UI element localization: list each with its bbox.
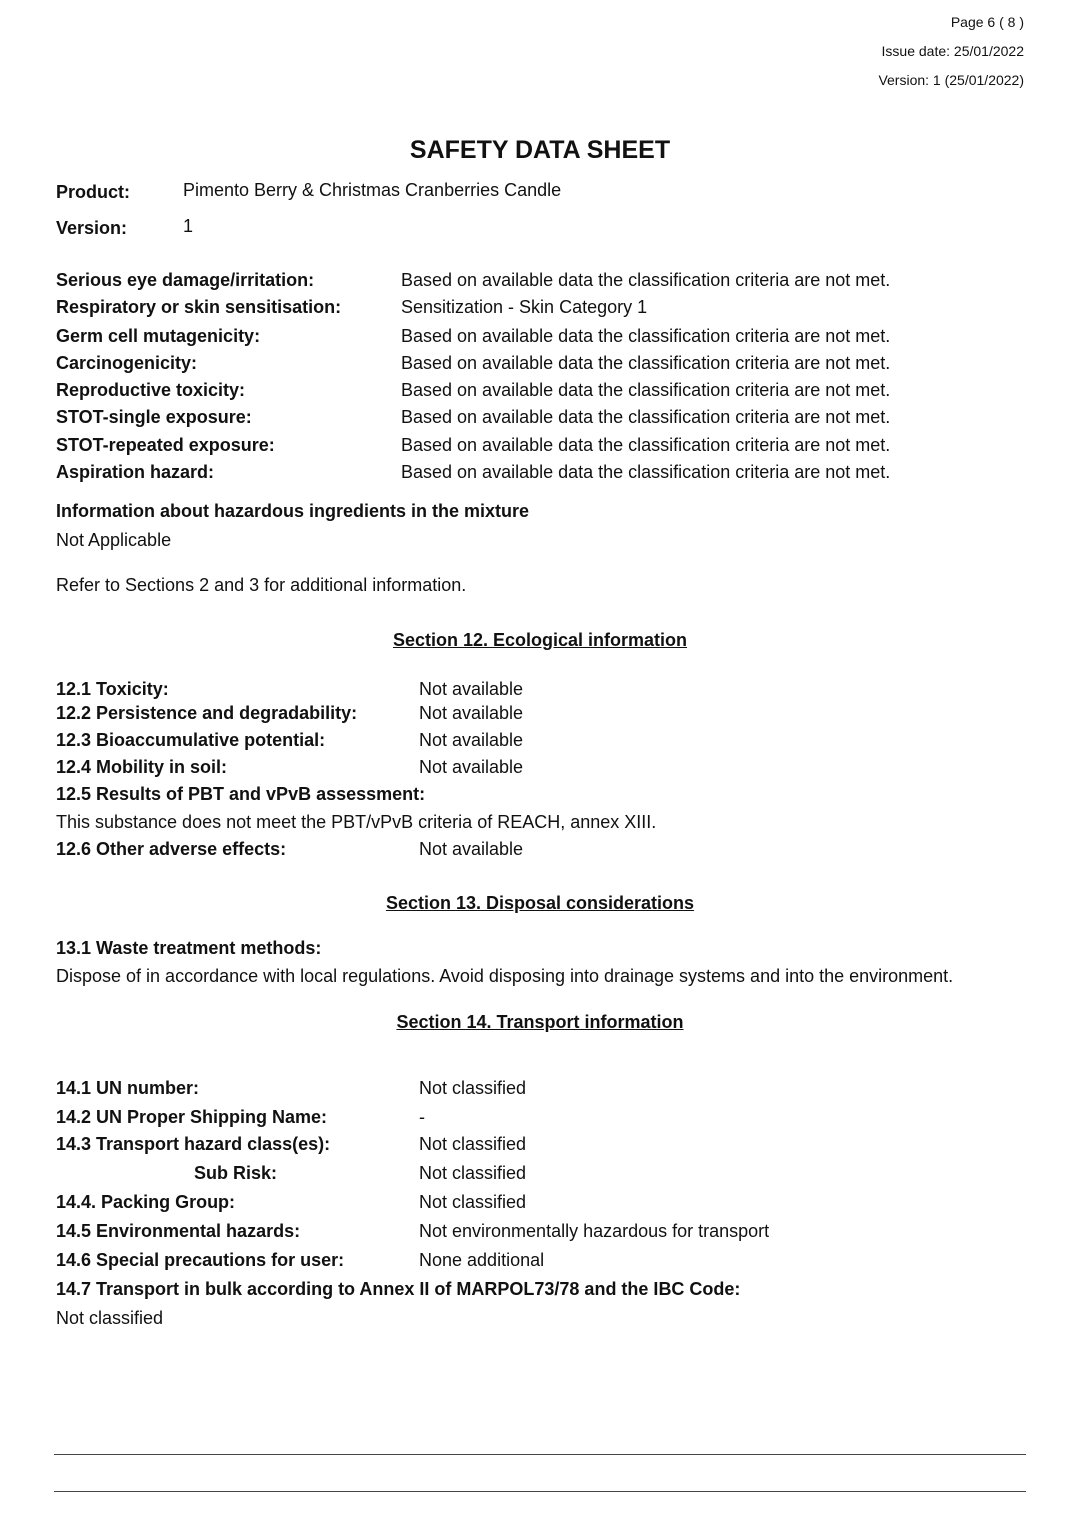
tox-value: Based on available data the classification criteria are not met. bbox=[401, 435, 891, 455]
transport-label: 14.4. Packing Group: bbox=[56, 1192, 236, 1212]
hazardous-info-value: Not Applicable bbox=[56, 530, 172, 550]
eco-label: 12.4 Mobility in soil: bbox=[56, 757, 228, 777]
section-12-title: Section 12. Ecological information bbox=[392, 630, 688, 650]
section-14-title: Section 14. Transport information bbox=[396, 1012, 684, 1032]
eco-label: 12.2 Persistence and degradability: bbox=[56, 703, 358, 723]
tox-value: Sensitization - Skin Category 1 bbox=[401, 297, 648, 317]
transport-label: 14.1 UN number: bbox=[56, 1078, 200, 1098]
section-13-title: Section 13. Disposal considerations bbox=[385, 893, 695, 913]
eco-value: Not available bbox=[419, 757, 524, 777]
tox-label: STOT-single exposure: bbox=[56, 407, 252, 427]
version-value: 1 bbox=[183, 216, 194, 236]
transport-value: Not classified bbox=[419, 1134, 527, 1154]
transport-value: Not classified bbox=[419, 1163, 527, 1183]
footer-rule-bottom bbox=[54, 1491, 1026, 1492]
waste-text: Dispose of in accordance with local regulations. Avoid disposing into drainage systems and into the environment. bbox=[56, 966, 954, 986]
eco-value: Not available bbox=[419, 730, 524, 750]
tox-label: STOT-repeated exposure: bbox=[56, 435, 275, 455]
tox-label: Respiratory or skin sensitisation: bbox=[56, 297, 342, 317]
other-effects-label: 12.6 Other adverse effects: bbox=[56, 839, 287, 859]
transport-value: None additional bbox=[419, 1250, 545, 1270]
eco-value: Not available bbox=[419, 679, 524, 699]
issue-date: Issue date: 25/01/2022 bbox=[881, 43, 1024, 59]
bulk-value: Not classified bbox=[56, 1308, 164, 1328]
tox-label: Germ cell mutagenicity: bbox=[56, 326, 261, 346]
transport-label: 14.5 Environmental hazards: bbox=[56, 1221, 301, 1241]
transport-value: Not classified bbox=[419, 1192, 527, 1212]
pbt-text: This substance does not meet the PBT/vPvB criteria of REACH, annex XIII. bbox=[56, 812, 657, 832]
page-number: Page 6 ( 8 ) bbox=[950, 14, 1024, 30]
tox-label: Serious eye damage/irritation: bbox=[56, 270, 315, 290]
product-value: Pimento Berry & Christmas Cranberries Candle bbox=[183, 180, 562, 200]
bulk-label: 14.7 Transport in bulk according to Annex II of MARPOL73/78 and the IBC Code: bbox=[56, 1279, 741, 1299]
transport-label: 14.6 Special precautions for user: bbox=[56, 1250, 345, 1270]
transport-value: Not environmentally hazardous for transport bbox=[419, 1221, 770, 1241]
waste-label: 13.1 Waste treatment methods: bbox=[56, 938, 322, 958]
eco-value: Not available bbox=[419, 703, 524, 723]
tox-value: Based on available data the classification criteria are not met. bbox=[401, 270, 891, 290]
tox-label: Carcinogenicity: bbox=[56, 353, 198, 373]
version-label: Version: bbox=[56, 218, 128, 238]
transport-label: 14.2 UN Proper Shipping Name: bbox=[56, 1107, 328, 1127]
transport-value: - bbox=[419, 1107, 425, 1127]
pbt-label: 12.5 Results of PBT and vPvB assessment: bbox=[56, 784, 426, 804]
eco-label: 12.3 Bioaccumulative potential: bbox=[56, 730, 326, 750]
eco-label: 12.1 Toxicity: bbox=[56, 679, 169, 699]
refer-text: Refer to Sections 2 and 3 for additional information. bbox=[56, 575, 467, 595]
tox-label: Reproductive toxicity: bbox=[56, 380, 246, 400]
transport-value: Not classified bbox=[419, 1078, 527, 1098]
footer-rule-top bbox=[54, 1454, 1026, 1455]
transport-label: 14.3 Transport hazard class(es): bbox=[56, 1134, 331, 1154]
tox-label: Aspiration hazard: bbox=[56, 462, 215, 482]
other-effects-value: Not available bbox=[419, 839, 524, 859]
product-label: Product: bbox=[56, 182, 130, 202]
transport-label: Sub Risk: bbox=[194, 1163, 278, 1183]
tox-value: Based on available data the classification criteria are not met. bbox=[401, 380, 891, 400]
document-title: SAFETY DATA SHEET bbox=[409, 136, 671, 164]
tox-value: Based on available data the classification criteria are not met. bbox=[401, 462, 891, 482]
tox-value: Based on available data the classification criteria are not met. bbox=[401, 353, 891, 373]
version-date: Version: 1 (25/01/2022) bbox=[878, 72, 1024, 88]
tox-value: Based on available data the classification criteria are not met. bbox=[401, 326, 891, 346]
tox-value: Based on available data the classification criteria are not met. bbox=[401, 407, 891, 427]
hazardous-info-heading: Information about hazardous ingredients in the mixture bbox=[56, 501, 530, 521]
